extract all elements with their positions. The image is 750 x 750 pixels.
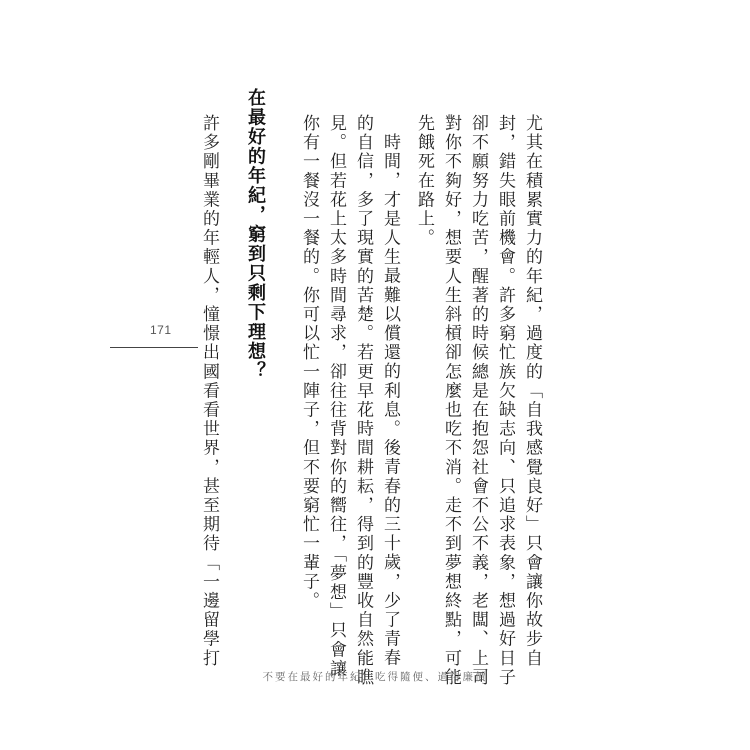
text-column: 見。但若花上太多時間尋求，卻往往背對你的嚮往，「夢想」只會讓: [326, 114, 346, 679]
running-footer: 不要在最好的年紀，吃得隨便、過得廉價: [262, 671, 488, 683]
text-column: 對你不夠好，想要人生斜槓卻怎麼也吃不消。走不到夢想終點，可能: [441, 114, 461, 687]
text-column: 的自信，多了現實的苦楚。若更早花時間耕耘，得到的豐收自然能瞧: [353, 114, 373, 687]
text-column: 尤其在積累實力的年紀，過度的「自我感覺良好」只會讓你故步自: [522, 114, 542, 668]
text-column: 封，錯失眼前機會。許多窮忙族欠缺志向、只追求表象，想過好日子: [495, 114, 515, 687]
section-heading: 在最好的年紀，窮到只剩下理想？: [245, 88, 266, 381]
page-number: 171: [150, 323, 172, 337]
text-column: 先餓死在路上。: [414, 114, 434, 248]
text-column: 許多剛畢業的年輕人，憧憬出國看看世界，甚至期待「一邊留學打: [199, 114, 219, 668]
text-column: 時間，才是人生最難以償還的利息。後青春的三十歲，少了青春: [380, 133, 400, 668]
text-column: 卻不願努力吃苦，醒著的時候總是在抱怨社會不公不義，老闆、上司: [468, 114, 488, 687]
text-column: 你有一餐沒一餐的。你可以忙一陣子，但不要窮忙一輩子。: [299, 114, 319, 611]
page-number-rule: [110, 347, 198, 348]
